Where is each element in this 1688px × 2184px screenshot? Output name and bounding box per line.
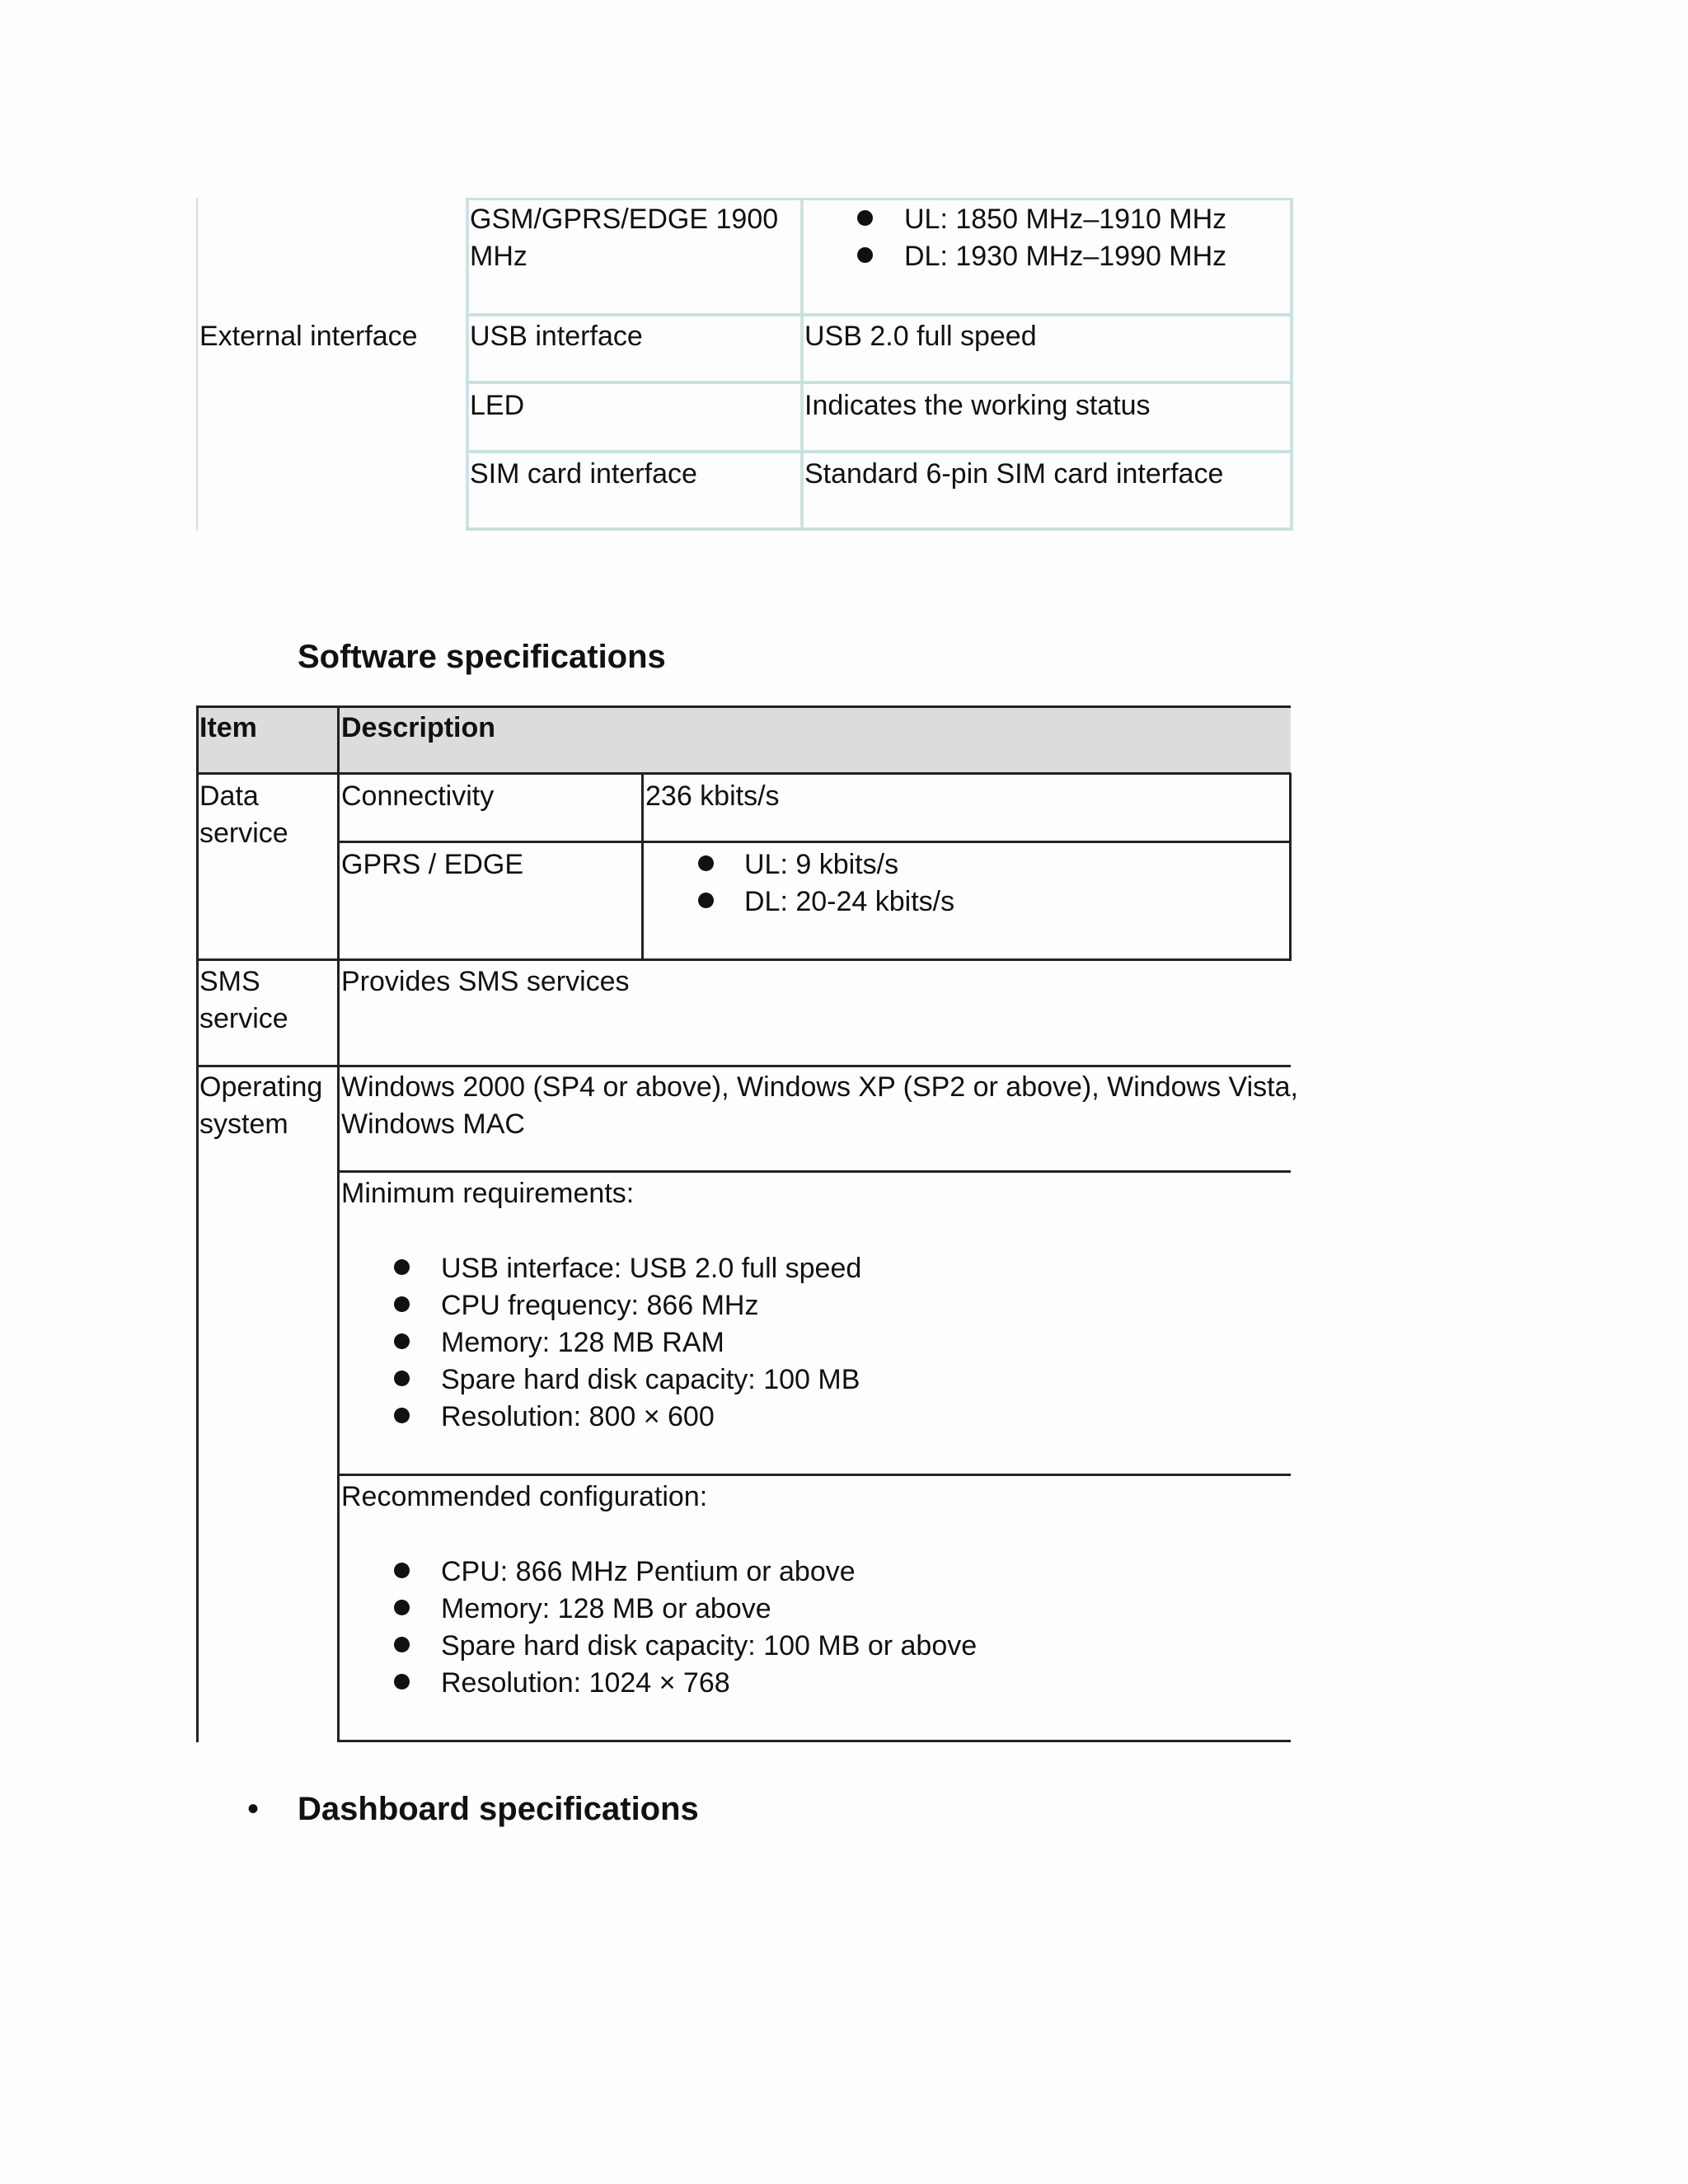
os-label-1: Operating <box>199 1071 323 1103</box>
rec-item-3: Spare hard disk capacity: 100 MB or above <box>441 1630 978 1661</box>
gprs-bullet-2: DL: 20-24 kbits/s <box>744 886 955 917</box>
os-line-1: Windows 2000 (SP4 or above), Windows XP (SP2 or above), Windows Vista, <box>341 1071 1298 1103</box>
dashboard-heading: Dashboard specifications <box>298 1791 699 1827</box>
rec-item-4: Resolution: 1024 × 768 <box>441 1667 730 1699</box>
bullet-icon <box>394 1637 410 1652</box>
bullet-icon <box>394 1296 410 1312</box>
bullet-icon <box>394 1333 410 1349</box>
min-item-5: Resolution: 800 × 600 <box>441 1401 715 1432</box>
hw-row-2-name: USB interface <box>470 321 643 352</box>
rec-config-title: Recommended configuration: <box>341 1481 708 1512</box>
min-item-2: CPU frequency: 866 MHz <box>441 1290 759 1321</box>
os-label-2: system <box>199 1108 288 1140</box>
hw-row-3-value: Indicates the working status <box>804 390 1151 421</box>
bullet-icon <box>394 1563 410 1578</box>
hw-row-2-value: USB 2.0 full speed <box>804 321 1037 352</box>
bullet-icon <box>394 1674 410 1690</box>
sms-value: Provides SMS services <box>341 966 630 997</box>
dashboard-bullet: • <box>247 1791 260 1827</box>
gprs-label: GPRS / EDGE <box>341 849 524 880</box>
bullet-icon <box>857 210 873 226</box>
hw-row-4-name: SIM card interface <box>470 458 697 490</box>
hw-row-4-value: Standard 6-pin SIM card interface <box>804 458 1224 490</box>
bullet-icon <box>394 1408 410 1423</box>
connectivity-value: 236 kbits/s <box>645 780 780 812</box>
sms-label-1: SMS <box>199 966 260 997</box>
hw-row-1-bullet-1: UL: 1850 MHz–1910 MHz <box>904 204 1227 235</box>
min-requirements-title: Minimum requirements: <box>341 1178 635 1209</box>
bullet-icon <box>698 855 714 871</box>
sms-label-2: service <box>199 1003 288 1034</box>
rec-item-2: Memory: 128 MB or above <box>441 1593 771 1624</box>
bullet-icon <box>698 893 714 908</box>
hw-row-3-name: LED <box>470 390 525 421</box>
hw-row-1-bullet-2: DL: 1930 MHz–1990 MHz <box>904 241 1227 272</box>
col-description-header: Description <box>341 712 496 743</box>
software-heading: Software specifications <box>298 639 666 675</box>
rec-item-1: CPU: 866 MHz Pentium or above <box>441 1556 856 1587</box>
connectivity-label: Connectivity <box>341 780 495 812</box>
bullet-icon <box>394 1600 410 1615</box>
data-service-label-1: Data <box>199 780 259 812</box>
min-item-3: Memory: 128 MB RAM <box>441 1327 724 1358</box>
min-item-1: USB interface: USB 2.0 full speed <box>441 1253 862 1284</box>
bullet-icon <box>857 247 873 263</box>
hw-row-1-name: GSM/GPRS/EDGE 1900 MHz <box>470 204 779 272</box>
hw-row-2-item: External interface <box>199 321 418 352</box>
os-line-2: Windows MAC <box>341 1108 525 1140</box>
bullet-icon <box>394 1371 410 1386</box>
data-service-label-2: service <box>199 818 288 849</box>
col-item-header: Item <box>199 712 257 743</box>
min-item-4: Spare hard disk capacity: 100 MB <box>441 1364 860 1395</box>
gprs-bullet-1: UL: 9 kbits/s <box>744 849 899 880</box>
bullet-icon <box>394 1259 410 1275</box>
